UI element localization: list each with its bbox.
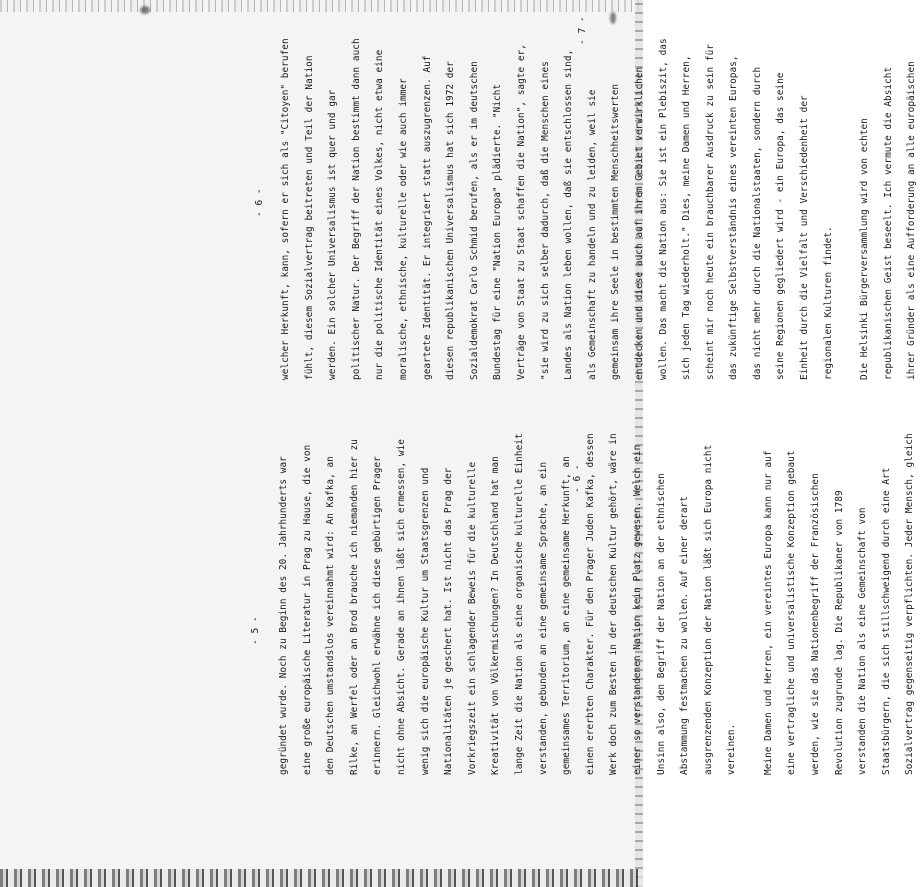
text-line: Staatsbürgern, die sich stillschweigend durch eine Art bbox=[880, 467, 892, 775]
paragraph-gap bbox=[840, 38, 853, 380]
text-line: nicht ohne Absicht. Gerade an ihnen läßt sich ermessen, wie bbox=[395, 439, 407, 775]
page-number-left-top: - 5 - bbox=[250, 616, 261, 645]
text-line: geartete Identität. Er integriert statt auszugrenzen. Auf bbox=[421, 55, 433, 380]
text-line: Kreativität von Völkermischungen? In Deutschland hat man bbox=[490, 456, 502, 775]
right-paragraph-2 bbox=[853, 38, 924, 380]
text-line: Bundestag für eine "Nation Europa" plädierte. "Nicht bbox=[492, 83, 504, 380]
text-line: fühlt, diesem Sozialvertrag beitreten und Teil der Nation bbox=[303, 55, 315, 380]
text-line: Werk doch zum Besten in der deutschen Kultur gehört, wäre in bbox=[608, 433, 620, 775]
text-line: Einheit durch die Vielfalt und Verschiedenheit der bbox=[799, 95, 811, 380]
page-number-right-top: - 6 - bbox=[254, 188, 265, 217]
text-line: Rilke, an Werfel oder an Brod brauche ich niemanden hier zu bbox=[348, 439, 360, 775]
text-line: seine Regionen gegliedert wird - ein Europa, das seine bbox=[775, 72, 787, 380]
text-line: einer so verstandenen Nation kein Platz gewesen. Welch ein bbox=[631, 444, 643, 775]
text-line: regionalen Kulturen findet. bbox=[822, 226, 834, 380]
text-line: "sie wird zu sich selber dadurch, daß die Menschen eines bbox=[539, 61, 551, 380]
text-line: verstanden die Nation als eine Gemeinschaft von bbox=[857, 507, 869, 775]
text-line: verstanden, gebunden an eine gemeinsame Sprache, an ein bbox=[537, 461, 549, 775]
text-line: Landes als Nation leben wollen, daß sie entschlossen sind, bbox=[563, 49, 575, 380]
text-line: Unsinn also, den Begriff der Nation an der ethnischen bbox=[655, 473, 667, 775]
text-line: den Deutschen umstandslos vereinnahmt wird: An Kafka, an bbox=[325, 456, 337, 775]
left-column bbox=[2, 427, 916, 775]
text-line: Meine Damen und Herren, ein vereintes Europa kann nur auf bbox=[762, 450, 774, 775]
text-line: das zukünftige Selbstverständnis eines vereinten Europas, bbox=[728, 55, 740, 380]
text-line: gemeinsames Territorium, an eine gemeinsame Herkunft, an bbox=[561, 456, 573, 775]
text-line: wenig sich die europäische Kultur um Staatsgrenzen und bbox=[419, 467, 431, 775]
text-line: werden, wie sie das Nationenbegriff der Französischen bbox=[810, 473, 822, 775]
text-line: das nicht mehr durch die Nationalstaaten, sondern durch bbox=[751, 66, 763, 380]
text-line: Sozialvertrag gegenseitig verpflichten. Jeder Mensch, gleich bbox=[904, 433, 916, 775]
text-line: sich jeden Tag wiederholt." Dies, meine Damen und Herren, bbox=[681, 55, 693, 380]
text-line: Sozialdemokrat Carlo Schmid berufen, als er im deutschen bbox=[468, 61, 480, 380]
text-line: Verträge von Staat zu Staat schaffen die Nation", sagte er, bbox=[515, 44, 527, 380]
right-paragraph-1 bbox=[274, 38, 840, 380]
rotated-page bbox=[2, 0, 918, 885]
text-line: Die Helsinki Bürgerversammlung wird von echten bbox=[859, 118, 871, 380]
right-column bbox=[2, 30, 918, 380]
text-line: gegründet wurde. Noch zu Beginn des 20. Jahrhunderts war bbox=[278, 456, 289, 775]
text-line: Abstammung festmachen zu wollen. Auf einer derart bbox=[679, 495, 691, 775]
text-line: werden. Ein solcher Universalismus ist quer und gar bbox=[327, 89, 339, 380]
text-line: eine große europäische Literatur in Prag zu Hause, die von bbox=[301, 444, 313, 775]
text-line: welcher Herkunft, kann, sofern er sich als "Citoyen" berufen bbox=[280, 38, 291, 380]
text-line: erinnern. Gleichwohl erwähne ich diese gebürtigen Prager bbox=[372, 456, 384, 775]
text-line: moralische, ethnische, kulturelle oder wie auch immer bbox=[397, 78, 409, 380]
text-line: eine vertragliche und universalistische Konzeption gebaut bbox=[786, 450, 798, 775]
text-line: nur die politische Identität eines Volkes, nicht etwa eine bbox=[374, 49, 386, 380]
text-line: Nationalitäten je geschert hat. Ist nicht das Prag der bbox=[443, 467, 455, 775]
text-line: ausgrenzenden Konzeption der Nation läßt sich Europa nicht bbox=[702, 444, 714, 775]
text-line: scheint mir noch heute ein brauchbarer Ausdruck zu sein für bbox=[704, 44, 716, 380]
text-line: einen ererbten Charakter. Für den Prager Juden Kafka, dessen bbox=[584, 433, 596, 775]
text-line: republikanischen Geist beseelt. Ich vermute die Absicht bbox=[882, 66, 894, 380]
text-line: diesen republikanischen Universalismus hat sich 1972 der bbox=[445, 61, 457, 380]
paragraph-gap bbox=[744, 433, 757, 775]
page-number-right-bottom: - 7 - bbox=[577, 16, 588, 45]
left-paragraph-1 bbox=[272, 433, 744, 775]
text-line: vereinen. bbox=[726, 723, 738, 775]
text-line: politischer Natur. Der Begriff der Nation bestimmt dann auch bbox=[350, 38, 362, 380]
left-paragraph-2 bbox=[757, 433, 922, 775]
text-line: entdecken und diese auch auf ihrem Gebiet verwirklichen bbox=[633, 66, 645, 380]
text-line: gemeinsam ihre Seele in bestimmten Menschheitswerten bbox=[610, 83, 622, 380]
text-line: Vorkriegszeit ein schlagender Beweis für die kulturelle bbox=[466, 461, 478, 775]
text-line: ihrer Gründer als eine Aufforderung an alle europäischen bbox=[906, 61, 918, 380]
text-line: als Gemeinschaft zu handeln und zu leiden, weil sie bbox=[586, 89, 598, 380]
text-line: wollen. Das macht die Nation aus: Sie ist ein Plebiszit, das bbox=[657, 38, 669, 380]
text-line: Revolution zugrunde lag. Die Republikaner von 1789 bbox=[833, 490, 845, 775]
text-line: lange Zeit die Nation als eine organische kulturelle Einheit bbox=[513, 433, 525, 775]
page-number-left-bottom: - 6 - bbox=[572, 464, 583, 493]
